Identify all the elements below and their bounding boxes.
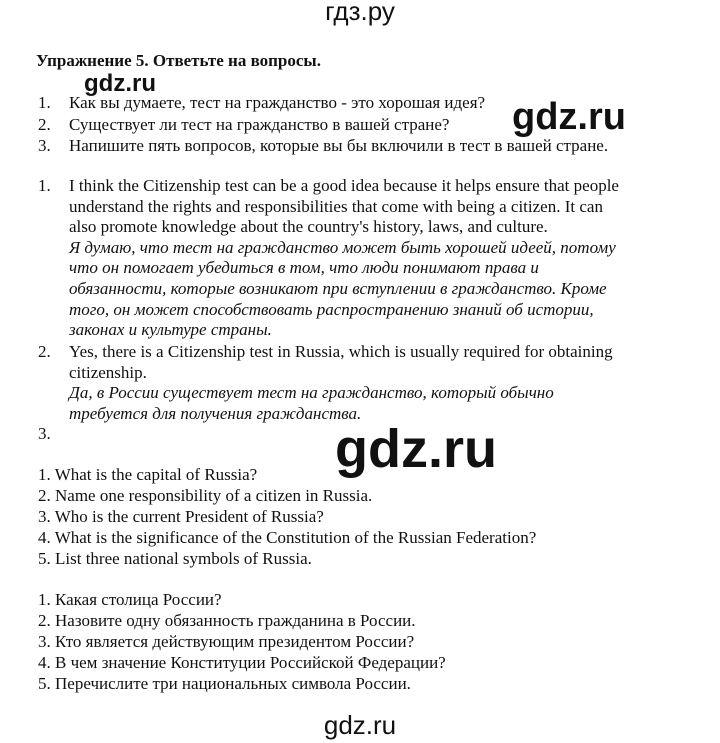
watermark-right: gdz.ru: [512, 96, 626, 138]
russian-question-5: 5. Перечислите три национальных символа России.: [38, 674, 411, 693]
question-2: 2. Существует ли тест на гражданство в вашей стране?: [38, 115, 450, 134]
english-question-2: 2. Name one responsibility of a citizen in Russia.: [38, 486, 373, 505]
russian-question-4: 4. В чем значение Конституции Российской Федерации?: [38, 653, 446, 672]
russian-question-1: 1. Какая столица России?: [38, 590, 222, 609]
answer-1: 1. I think the Citizenship test can be a good idea because it helps ensure that people understand the rights and responsibilities that come with being a citizen. It can also promote knowledge about the country's history, laws, and culture. Я думаю, что тест на гражданство может быть хорошей идеей, потому что он помогает убедиться в том, что люди понимают права и обязанности, которые возникают при вступлении в гражданство. Кроме того, он может способствовать распространению знаний об истории, законах и культуре страны.: [38, 176, 689, 341]
watermark-bottom: gdz.ru: [323, 710, 397, 740]
answer-1-russian: Я думаю, что тест на гражданство может быть хорошей идеей, потому что он помогает убедиться в том, что люди понимают права и обязанности, которые возникают при вступлении в гражданство. Кроме того, он может способствовать распространению знаний об истории, законах и культуре страны.: [69, 237, 616, 340]
answer-2-english: Yes, there is a Citizenship test in Russia, which is usually required for obtaining citizenship.: [69, 342, 613, 382]
answer-2-russian: Да, в России существует тест на гражданство, который обычно требуется для получения гражданства.: [69, 383, 554, 423]
english-question-5: 5. List three national symbols of Russia.: [38, 549, 312, 568]
exercise-title: Упражнение 5. Ответьте на вопросы.: [36, 51, 321, 70]
english-question-4: 4. What is the significance of the Constitution of the Russian Federation?: [38, 528, 537, 547]
watermark-top: гдз.ру: [325, 0, 395, 26]
russian-question-2: 2. Назовите одну обязанность гражданина в России.: [38, 611, 416, 630]
question-1: 1. Как вы думаете, тест на гражданство - это хорошая идея?: [38, 93, 486, 112]
answer-1-english: I think the Citizenship test can be a good idea because it helps ensure that people understand the rights and responsibilities that come with being a citizen. It can also promote knowledge about the country's history, laws, and culture.: [69, 176, 619, 237]
watermark-center: gdz.ru: [335, 419, 497, 479]
answer-2: 2. Yes, there is a Citizenship test in Russia, which is usually required for obtaining citizenship. Да, в России существует тест на гражданство, который обычно требуется для получения гражданства.: [38, 342, 689, 424]
watermark-small: gdz.ru: [84, 70, 156, 97]
english-question-3: 3. Who is the current President of Russia?: [38, 507, 324, 526]
english-question-1: 1. What is the capital of Russia?: [38, 465, 258, 484]
question-3: 3. Напишите пять вопросов, которые вы бы включили в тест в вашей стране.: [38, 136, 609, 155]
russian-question-3: 3. Кто является действующим президентом России?: [38, 632, 415, 651]
